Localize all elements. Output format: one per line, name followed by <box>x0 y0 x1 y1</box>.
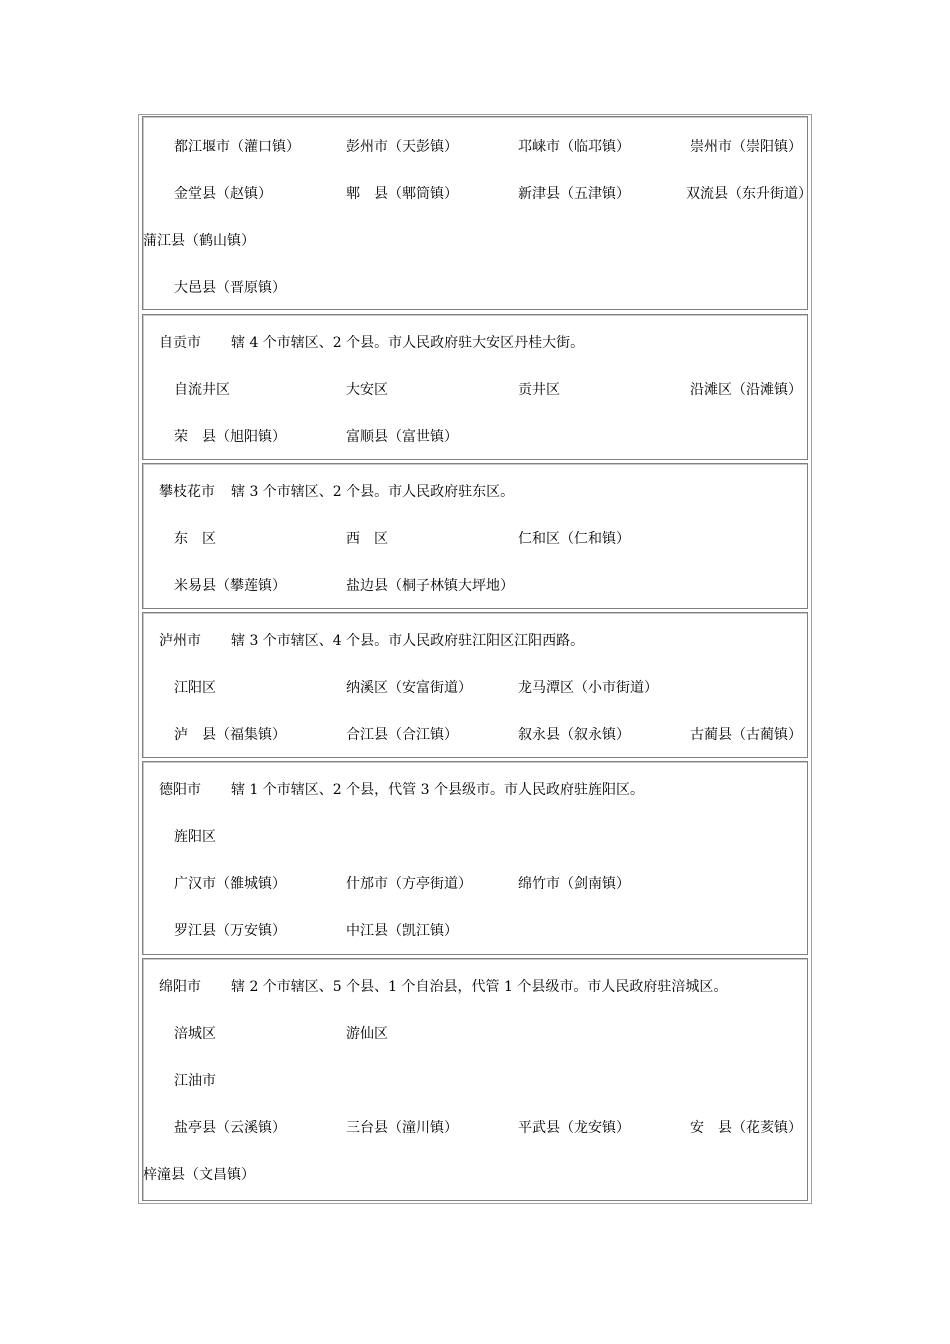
county-entry: 新津县（五津镇） <box>518 186 630 202</box>
county-entry: 自流井区 <box>174 382 230 398</box>
county-entry: 彭州市（天彭镇） <box>346 139 458 155</box>
county-entry: 合江县（合江镇） <box>346 727 458 743</box>
county-entry: 三台县（潼川镇） <box>346 1120 458 1136</box>
county-entry: 荣 县（旭阳镇） <box>174 429 286 445</box>
county-entry: 崇州市（崇阳镇） <box>690 139 802 155</box>
county-entry: 叙永县（叙永镇） <box>518 727 630 743</box>
county-entry: 罗江县（万安镇） <box>174 923 286 939</box>
county-entry: 沿滩区（沿滩镇） <box>690 382 802 398</box>
city-description: 辖 4 个市辖区、2 个县。市人民政府驻大安区丹桂大街。 <box>231 335 585 351</box>
county-entry: 涪城区 <box>174 1026 216 1042</box>
county-entry: 旌阳区 <box>174 829 216 845</box>
city-name: 泸州市 <box>159 633 201 649</box>
city-description: 辖 3 个市辖区、4 个县。市人民政府驻江阳区江阳西路。 <box>231 633 585 649</box>
section-luzhou <box>142 612 808 758</box>
county-entry: 大安区 <box>346 382 388 398</box>
county-entry: 安 县（花荄镇） <box>690 1120 802 1136</box>
county-entry: 泸 县（福集镇） <box>174 727 286 743</box>
county-entry: 蒲江县（鹤山镇） <box>143 233 255 249</box>
county-entry: 仁和区（仁和镇） <box>518 531 630 547</box>
city-name: 绵阳市 <box>159 979 201 995</box>
county-entry: 东 区 <box>174 531 216 547</box>
county-entry: 双流县（东升街道） <box>686 186 812 202</box>
county-entry: 平武县（龙安镇） <box>518 1120 630 1136</box>
section-deyang <box>142 761 808 955</box>
county-entry: 龙马潭区（小市街道） <box>518 680 658 696</box>
county-entry: 盐边县（桐子林镇大坪地） <box>346 578 514 594</box>
county-entry: 富顺县（富世镇） <box>346 429 458 445</box>
county-entry: 金堂县（赵镇） <box>174 186 272 202</box>
county-entry: 贡井区 <box>518 382 560 398</box>
city-name: 攀枝花市 <box>159 484 215 500</box>
county-entry: 盐亭县（云溪镇） <box>174 1120 286 1136</box>
county-entry: 古蔺县（古蔺镇） <box>690 727 802 743</box>
county-entry: 米易县（攀莲镇） <box>174 578 286 594</box>
county-entry: 郫 县（郫筒镇） <box>346 186 458 202</box>
city-name: 自贡市 <box>159 335 201 351</box>
county-entry: 什邡市（方亭街道） <box>346 876 472 892</box>
city-description: 辖 2 个市辖区、5 个县、1 个自治县，代管 1 个县级市。市人民政府驻涪城区。 <box>231 979 728 995</box>
section-panzhihua <box>142 463 808 609</box>
county-entry: 西 区 <box>346 531 388 547</box>
section-mianyang <box>142 958 808 1201</box>
county-entry: 中江县（凯江镇） <box>346 923 458 939</box>
section-chengdu-continued <box>142 116 812 310</box>
county-entry: 绵竹市（剑南镇） <box>518 876 630 892</box>
county-entry: 邛崃市（临邛镇） <box>518 139 630 155</box>
county-entry: 梓潼县（文昌镇） <box>143 1167 255 1183</box>
county-entry: 广汉市（雒城镇） <box>174 876 286 892</box>
county-entry: 大邑县（晋原镇） <box>174 280 286 296</box>
city-description: 辖 3 个市辖区、2 个县。市人民政府驻东区。 <box>231 484 515 500</box>
county-entry: 江油市 <box>174 1073 216 1089</box>
section-zigong <box>142 314 808 460</box>
city-name: 德阳市 <box>159 782 201 798</box>
county-entry: 游仙区 <box>346 1026 388 1042</box>
county-entry: 纳溪区（安富街道） <box>346 680 472 696</box>
county-entry: 都江堰市（灌口镇） <box>174 139 300 155</box>
county-entry: 江阳区 <box>174 680 216 696</box>
city-description: 辖 1 个市辖区、2 个县，代管 3 个县级市。市人民政府驻旌阳区。 <box>231 782 644 798</box>
